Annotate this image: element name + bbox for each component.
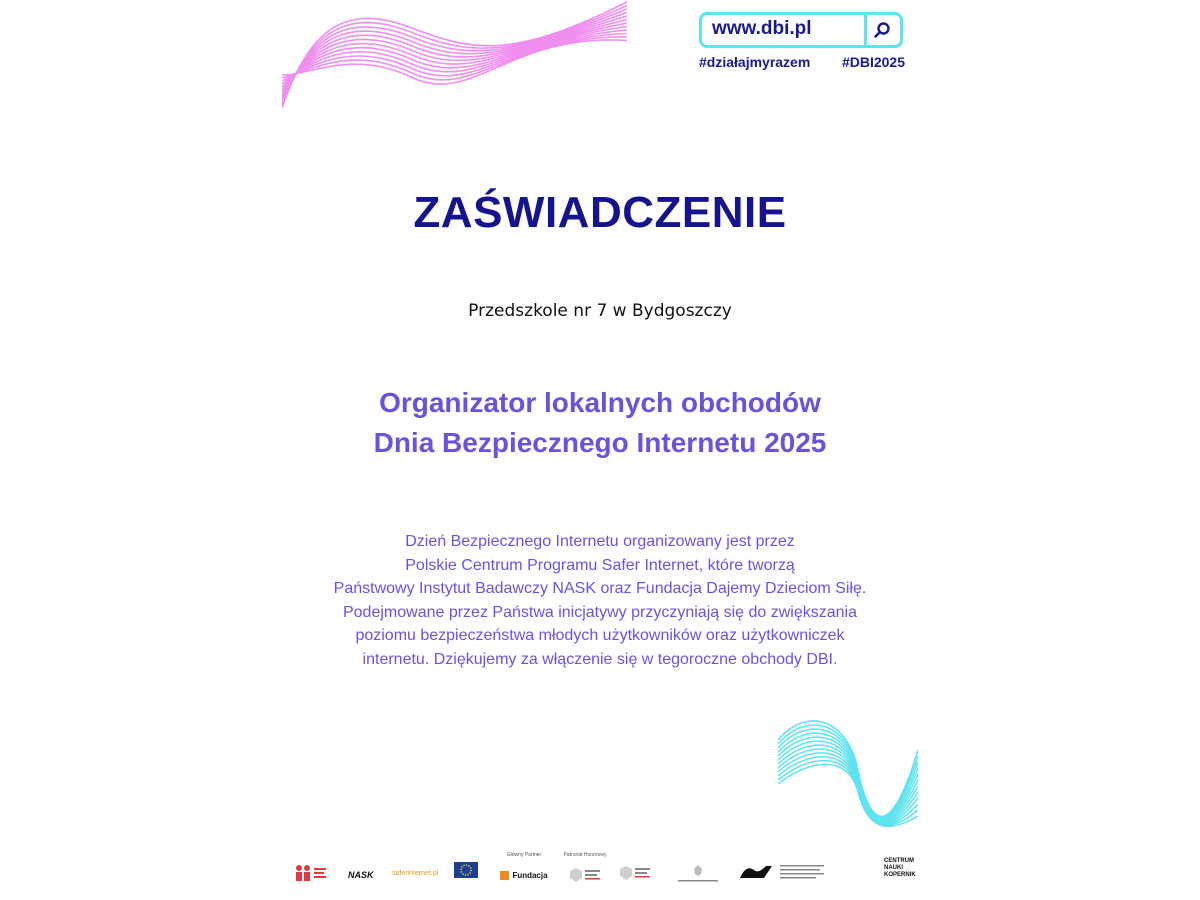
recipient-name: Przedszkole nr 7 w Bydgoszczy — [468, 301, 732, 321]
url-text: www.dbi.pl — [712, 18, 812, 39]
certificate-title: ZAŚWIADCZENIE — [413, 188, 787, 237]
cyan-wave-decoration — [778, 710, 918, 850]
saferinternet-logo: saferinternet.pl — [392, 870, 439, 877]
patronage-logo-3 — [674, 864, 722, 886]
presidency-logo — [738, 862, 828, 884]
hashtags — [699, 54, 905, 70]
cyan-wave-line — [778, 721, 918, 816]
main-partner-logo: Główny Partner Fundacja — [494, 852, 554, 888]
centrum-kopernik-logo: CENTRUM NAUKI KOPERNIK — [884, 858, 916, 878]
certificate-page — [282, 0, 918, 900]
nask-logo: NASK — [348, 870, 374, 880]
fddz-logo — [294, 864, 328, 882]
hashtag-dzialajmyrazem: #działajmyrazem — [699, 54, 811, 70]
eu-flag-logo — [454, 862, 478, 880]
partner-logos — [292, 852, 916, 892]
body-line: Państwowy Instytut Badawczy NASK oraz Fundacja Dajemy Dzieciom Siłę. — [333, 580, 867, 597]
hashtag-dbi2025: #DBI2025 — [841, 54, 905, 70]
body-line: Polskie Centrum Programu Safer Internet, które tworzą — [405, 556, 795, 574]
body-line: poziomu bezpieczeństwa młodych użytkowników oraz użytkowniczek — [355, 627, 845, 644]
subtitle-line: Organizator lokalnych obchodów — [379, 387, 821, 418]
fundacja-mark-icon — [500, 871, 509, 880]
body-line: internetu. Dziękujemy za włączenie się w tegoroczne obchody DBI. — [362, 650, 838, 668]
body-line: Podejmowane przez Państwa inicjatywy przyczyniają się do zwiększania — [342, 603, 857, 621]
subtitle-line: Dnia Bezpiecznego Internetu 2025 — [373, 427, 827, 458]
search-icon[interactable] — [864, 15, 900, 45]
patronage-logo-2 — [618, 864, 652, 882]
patronage-logo-1: Patronat Honorowy — [560, 852, 610, 888]
url-search-box[interactable] — [699, 12, 903, 48]
pink-wave-decoration — [282, 0, 627, 110]
certificate-body — [282, 530, 918, 671]
certificate-subtitle — [282, 383, 918, 463]
body-line: Dzień Bezpiecznego Internetu organizowany jest przez — [405, 533, 795, 550]
